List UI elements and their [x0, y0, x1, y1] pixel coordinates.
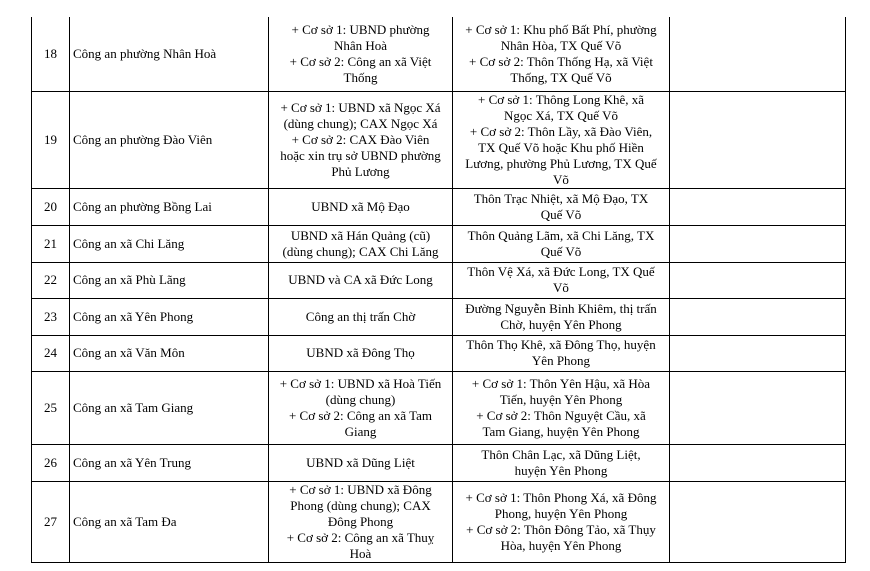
unit-name-cell: Công an xã Tam Đa	[70, 481, 269, 562]
headquarters-line: (dùng chung); CAX Chi Lăng	[282, 243, 439, 259]
note-cell	[670, 371, 846, 444]
table-row	[32, 188, 846, 225]
address-line: Thôn Vệ Xá, xã Đức Long, TX Quế	[467, 264, 655, 279]
address-cell	[453, 371, 670, 444]
headquarters-line: UBND xã Mộ Đạo	[311, 198, 410, 214]
headquarters-line: + Cơ sở 1: UBND xã Đông	[289, 481, 432, 497]
unit-name-cell: Công an xã Yên Phong	[70, 298, 269, 335]
unit-name-cell: Công an xã Yên Trung	[70, 444, 269, 481]
address-cell	[453, 262, 670, 298]
headquarters-line: UBND xã Dũng Liệt	[306, 454, 415, 470]
row-number-cell: 27	[32, 481, 70, 562]
address-line: + Cơ sở 2: Thôn Nguyệt Cầu, xã	[476, 407, 646, 423]
address-line: Hòa, huyện Yên Phong	[500, 537, 622, 553]
headquarters-line: Công an thị trấn Chờ	[305, 308, 416, 324]
headquarters-line: Nhân Hoà	[333, 37, 388, 53]
unit-name-cell: Công an xã Tam Giang	[70, 371, 269, 444]
headquarters-cell	[269, 262, 453, 298]
note-cell	[670, 17, 846, 91]
address-line: Thôn Trạc Nhiệt, xã Mộ Đạo, TX	[473, 190, 649, 206]
row-number-cell: 25	[32, 371, 70, 444]
address-line: Quế Võ	[540, 206, 582, 222]
unit-name-cell: Công an xã Phù Lãng	[70, 262, 269, 298]
address-line: Đường Nguyễn Bỉnh Khiêm, thị trấn	[465, 300, 657, 316]
unit-name-cell: Công an xã Văn Môn	[70, 335, 269, 371]
table-row	[32, 91, 846, 188]
headquarters-cell	[269, 481, 453, 562]
unit-name-cell: Công an xã Chi Lăng	[70, 225, 269, 262]
headquarters-line: Đông Phong	[327, 513, 394, 529]
row-number-cell: 20	[32, 188, 70, 225]
address-cell	[453, 188, 670, 225]
address-line: + Cơ sở 2: Thôn Thống Hạ, xã Việt	[469, 53, 653, 69]
address-cell	[453, 17, 670, 91]
row-number-cell: 21	[32, 225, 70, 262]
address-line: huyện Yên Phong	[514, 462, 608, 478]
headquarters-cell	[269, 188, 453, 225]
address-line: Nhân Hòa, TX Quế Võ	[500, 37, 622, 53]
table-row	[32, 444, 846, 481]
note-cell	[670, 188, 846, 225]
address-line: + Cơ sở 2: Thôn Lầy, xã Đào Viên,	[469, 123, 653, 139]
note-cell	[670, 335, 846, 371]
table-row	[32, 335, 846, 371]
note-cell	[670, 481, 846, 562]
address-line: Tiến, huyện Yên Phong	[499, 391, 623, 407]
headquarters-cell	[269, 91, 453, 188]
headquarters-line: + Cơ sở 1: UBND xã Hoà Tiến	[279, 375, 442, 391]
headquarters-line: + Cơ sở 2: CAX Đào Viên	[291, 131, 430, 147]
row-number-cell: 18	[32, 17, 70, 91]
headquarters-cell	[269, 371, 453, 444]
headquarters-cell	[269, 17, 453, 91]
address-cell	[453, 225, 670, 262]
address-cell	[453, 335, 670, 371]
table-row	[32, 298, 846, 335]
address-cell	[453, 444, 670, 481]
address-line: Chờ, huyện Yên Phong	[500, 316, 622, 332]
note-cell	[670, 225, 846, 262]
address-line: Thôn Quảng Lãm, xã Chi Lăng, TX	[467, 227, 655, 243]
address-line: + Cơ sở 1: Khu phố Bất Phí, phường	[465, 21, 657, 37]
table-body	[32, 17, 846, 562]
address-line: Võ	[553, 171, 569, 187]
police-station-table	[31, 17, 846, 563]
address-line: Yên Phong	[531, 353, 591, 368]
headquarters-line: UBND xã Đông Thọ	[306, 345, 415, 360]
address-line: Tam Giang, huyện Yên Phong	[482, 423, 640, 439]
headquarters-cell	[269, 335, 453, 371]
unit-name-cell: Công an phường Bồng Lai	[70, 188, 269, 225]
address-line: Thống, TX Quế Võ	[510, 69, 612, 85]
headquarters-cell	[269, 225, 453, 262]
address-line: TX Quế Võ hoặc Khu phố Hiền	[478, 139, 644, 155]
address-line: Phong, huyện Yên Phong	[494, 505, 628, 521]
row-number-cell: 19	[32, 91, 70, 188]
table-row	[32, 371, 846, 444]
note-cell	[670, 298, 846, 335]
address-line: + Cơ sở 1: Thôn Phong Xá, xã Đông	[465, 489, 657, 505]
address-cell	[453, 481, 670, 562]
address-line: Thôn Thọ Khê, xã Đông Thọ, huyện	[466, 337, 656, 352]
address-line: Thôn Chân Lạc, xã Dũng Liệt,	[481, 446, 641, 462]
headquarters-line: Phủ Lương	[331, 163, 390, 179]
headquarters-line: Hoà	[349, 545, 372, 561]
headquarters-line: Giang	[344, 423, 377, 439]
table-row	[32, 481, 846, 562]
row-number-cell: 23	[32, 298, 70, 335]
address-cell	[453, 298, 670, 335]
headquarters-line: Phong (dùng chung); CAX	[290, 497, 431, 513]
headquarters-line: + Cơ sở 1: UBND phường	[291, 21, 430, 37]
address-cell	[453, 91, 670, 188]
row-number-cell: 24	[32, 335, 70, 371]
headquarters-line: Thống	[343, 69, 378, 85]
headquarters-line: hoặc xin trụ sở UBND phường	[280, 147, 441, 163]
table-row	[32, 17, 846, 91]
unit-name-cell: Công an phường Nhân Hoà	[70, 17, 269, 91]
table-row	[32, 225, 846, 262]
address-line: Lương, phường Phủ Lương, TX Quế	[465, 155, 657, 171]
headquarters-line: (dùng chung); CAX Ngọc Xá	[283, 115, 438, 131]
headquarters-line: UBND và CA xã Đức Long	[288, 272, 433, 287]
note-cell	[670, 444, 846, 481]
address-line: + Cơ sở 2: Thôn Đông Tảo, xã Thụy	[466, 521, 656, 537]
address-line: Võ	[553, 280, 569, 295]
headquarters-line: + Cơ sở 2: Công an xã Thuỵ	[286, 529, 435, 545]
row-number-cell: 26	[32, 444, 70, 481]
headquarters-line: + Cơ sở 2: Công an xã Việt	[289, 53, 432, 69]
row-number-cell: 22	[32, 262, 70, 298]
note-cell	[670, 91, 846, 188]
headquarters-line: + Cơ sở 1: UBND xã Ngọc Xá	[280, 99, 441, 115]
unit-name-cell: Công an phường Đào Viên	[70, 91, 269, 188]
headquarters-line: UBND xã Hán Quảng (cũ)	[290, 227, 431, 243]
address-line: + Cơ sở 1: Thôn Yên Hậu, xã Hòa	[471, 375, 651, 391]
note-cell	[670, 262, 846, 298]
address-line: + Cơ sở 1: Thông Long Khê, xã	[478, 91, 644, 107]
table-row	[32, 262, 846, 298]
address-line: Ngọc Xá, TX Quế Võ	[504, 107, 618, 123]
headquarters-cell	[269, 444, 453, 481]
headquarters-line: + Cơ sở 2: Công an xã Tam	[288, 407, 433, 423]
headquarters-line: (dùng chung)	[325, 391, 396, 407]
address-line: Quế Võ	[540, 243, 582, 259]
headquarters-cell	[269, 298, 453, 335]
